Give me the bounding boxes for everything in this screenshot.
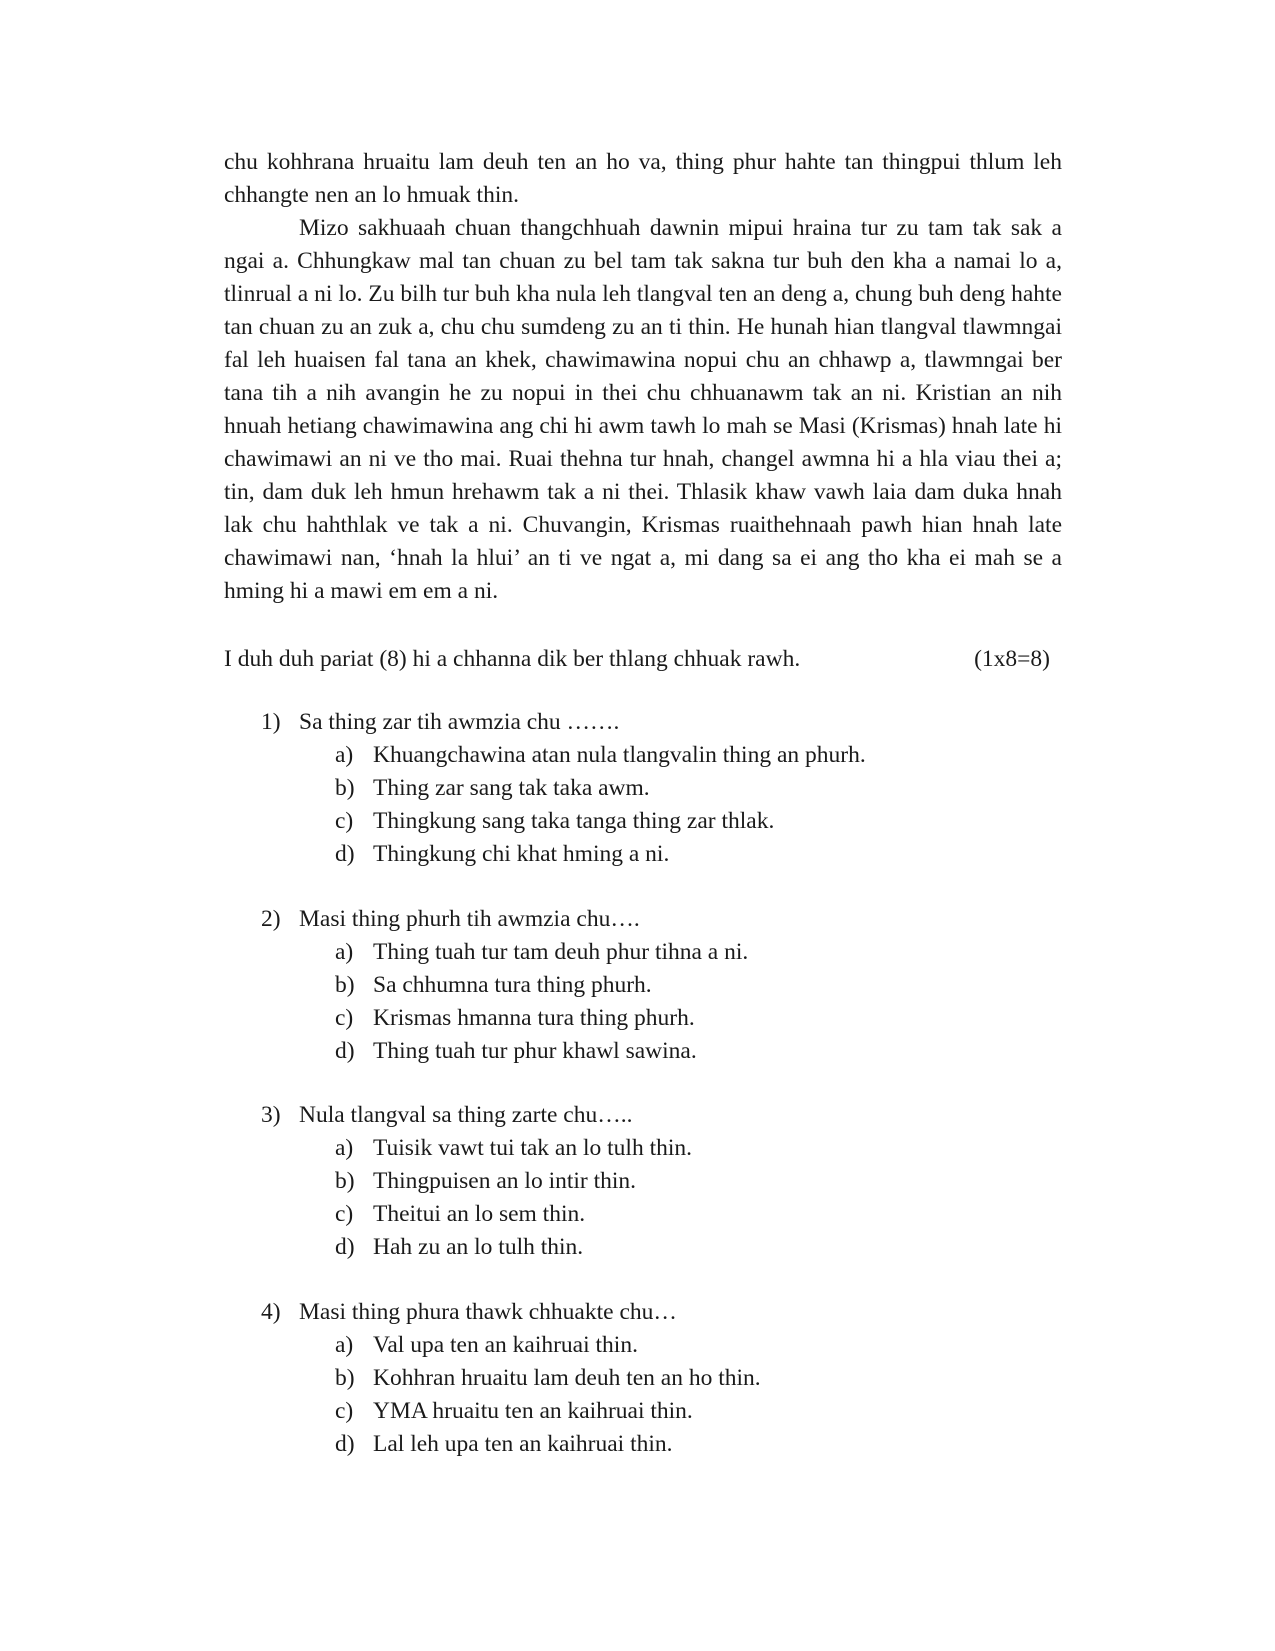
question-text: Sa thing zar tih awmzia chu ……. xyxy=(299,709,620,735)
option-letter: c) xyxy=(335,808,354,834)
question-text: Masi thing phura thawk chhuakte chu… xyxy=(299,1299,677,1325)
option-text: Tuisik vawt tui tak an lo tulh thin. xyxy=(373,1135,693,1161)
option-letter: c) xyxy=(335,1201,354,1227)
option-item xyxy=(335,1165,1061,1198)
option-letter: b) xyxy=(335,972,355,998)
option-item xyxy=(335,1198,1061,1231)
question-3 xyxy=(261,1099,1061,1264)
option-text: Hah zu an lo tulh thin. xyxy=(373,1234,584,1260)
instruction-text: I duh duh pariat (8) hi a chhanna dik ber thlang chhuak rawh. xyxy=(224,646,801,672)
option-text: Khuangchawina atan nula tlangvalin thing an phurh. xyxy=(373,742,866,768)
option-text: Thing tuah tur phur khawl sawina. xyxy=(373,1038,697,1064)
option-item xyxy=(335,739,1061,772)
option-letter: a) xyxy=(335,742,354,768)
option-letter: d) xyxy=(335,1038,355,1064)
option-letter: c) xyxy=(335,1398,354,1424)
question-number: 1) xyxy=(261,709,281,735)
option-list xyxy=(261,739,1061,871)
question-stem xyxy=(261,706,1061,739)
option-letter: b) xyxy=(335,1365,355,1391)
question-stem xyxy=(261,1296,1061,1329)
option-letter: d) xyxy=(335,841,355,867)
question-4 xyxy=(261,1296,1061,1461)
option-item xyxy=(335,1428,1061,1461)
passage-paragraph-2: Mizo sakhuaah chuan thangchhuah dawnin mipui hraina tur zu tam tak sak a ngai a. Chhungkaw mal tan chuan zu bel tam tak sakna tur buh den kha a namai lo a, tlinrual a ni lo. Zu bilh tur buh kha nula leh tlangval ten an deng a, chung buh deng hahte tan chuan zu an zuk a, chu chu sumdeng zu an ti thin. He hunah hian tlangval tlawmngai fal leh huaisen fal tana an khek, chawimawina nopui chu an chhawp a, tlawmngai ber tana tih a nih avangin he zu nopui in thei chu chhuanawm tak an ni. Kristian an nih hnuah hetiang chawimawina ang chi hi awm tawh lo mah se Masi (Krismas) hnah late hi chawimawi an ni ve tho mai. Ruai thehna tur hnah, changel awmna hi a hla viau thei a; tin, dam duk leh hmun hrehawm tak a ni thei. Thlasik khaw vawh laia dam duka hnah lak chu hahthlak ve tak a ni. Chuvangin, Krismas ruaithehnaah pawh hian hnah late chawimawi nan, ‘hnah la hlui’ an ti ve ngat a, mi dang sa ei ang tho kha ei mah se a hming hi a mawi em em a ni. xyxy=(224,215,1062,604)
question-number: 2) xyxy=(261,906,281,932)
passage xyxy=(224,146,1062,608)
question-number: 3) xyxy=(261,1102,281,1128)
option-text: YMA hruaitu ten an kaihruai thin. xyxy=(373,1398,693,1424)
option-text: Thing zar sang tak taka awm. xyxy=(373,775,650,801)
option-item xyxy=(335,969,1061,1002)
option-item xyxy=(335,1002,1061,1035)
option-letter: b) xyxy=(335,1168,355,1194)
option-item xyxy=(335,772,1061,805)
option-item xyxy=(335,838,1061,871)
option-letter: a) xyxy=(335,1332,354,1358)
question-stem xyxy=(261,1099,1061,1132)
option-item xyxy=(335,1132,1061,1165)
question-text: Nula tlangval sa thing zarte chu….. xyxy=(299,1102,633,1128)
option-item xyxy=(335,1329,1061,1362)
option-text: Lal leh upa ten an kaihruai thin. xyxy=(373,1431,673,1457)
option-list xyxy=(261,1329,1061,1461)
question-stem xyxy=(261,903,1061,936)
option-text: Val upa ten an kaihruai thin. xyxy=(373,1332,638,1358)
option-list xyxy=(261,936,1061,1068)
option-text: Thingkung sang taka tanga thing zar thlak. xyxy=(373,808,775,834)
option-text: Thingkung chi khat hming a ni. xyxy=(373,841,670,867)
question-2 xyxy=(261,903,1061,1068)
option-text: Thing tuah tur tam deuh phur tihna a ni. xyxy=(373,939,749,965)
option-text: Krismas hmanna tura thing phurh. xyxy=(373,1005,695,1031)
option-item xyxy=(335,1231,1061,1264)
option-text: Kohhran hruaitu lam deuh ten an ho thin. xyxy=(373,1365,761,1391)
marks-label: (1x8=8) xyxy=(974,646,1050,672)
option-item xyxy=(335,1362,1061,1395)
option-item xyxy=(335,805,1061,838)
question-number: 4) xyxy=(261,1299,281,1325)
option-letter: c) xyxy=(335,1005,354,1031)
option-text: Theitui an lo sem thin. xyxy=(373,1201,586,1227)
option-item xyxy=(335,1395,1061,1428)
question-instruction xyxy=(224,643,1050,676)
option-letter: d) xyxy=(335,1431,355,1457)
passage-paragraph-1: chu kohhrana hruaitu lam deuh ten an ho va, thing phur hahte tan thingpui thlum leh chhangte nen an lo hmuak thin. xyxy=(224,149,1062,208)
question-text: Masi thing phurh tih awmzia chu…. xyxy=(299,906,640,932)
option-list xyxy=(261,1132,1061,1264)
option-text: Sa chhumna tura thing phurh. xyxy=(373,972,652,998)
option-item xyxy=(335,936,1061,969)
question-1 xyxy=(261,706,1061,871)
option-letter: a) xyxy=(335,939,354,965)
option-letter: d) xyxy=(335,1234,355,1260)
option-item xyxy=(335,1035,1061,1068)
option-letter: a) xyxy=(335,1135,354,1161)
option-letter: b) xyxy=(335,775,355,801)
option-text: Thingpuisen an lo intir thin. xyxy=(373,1168,637,1194)
